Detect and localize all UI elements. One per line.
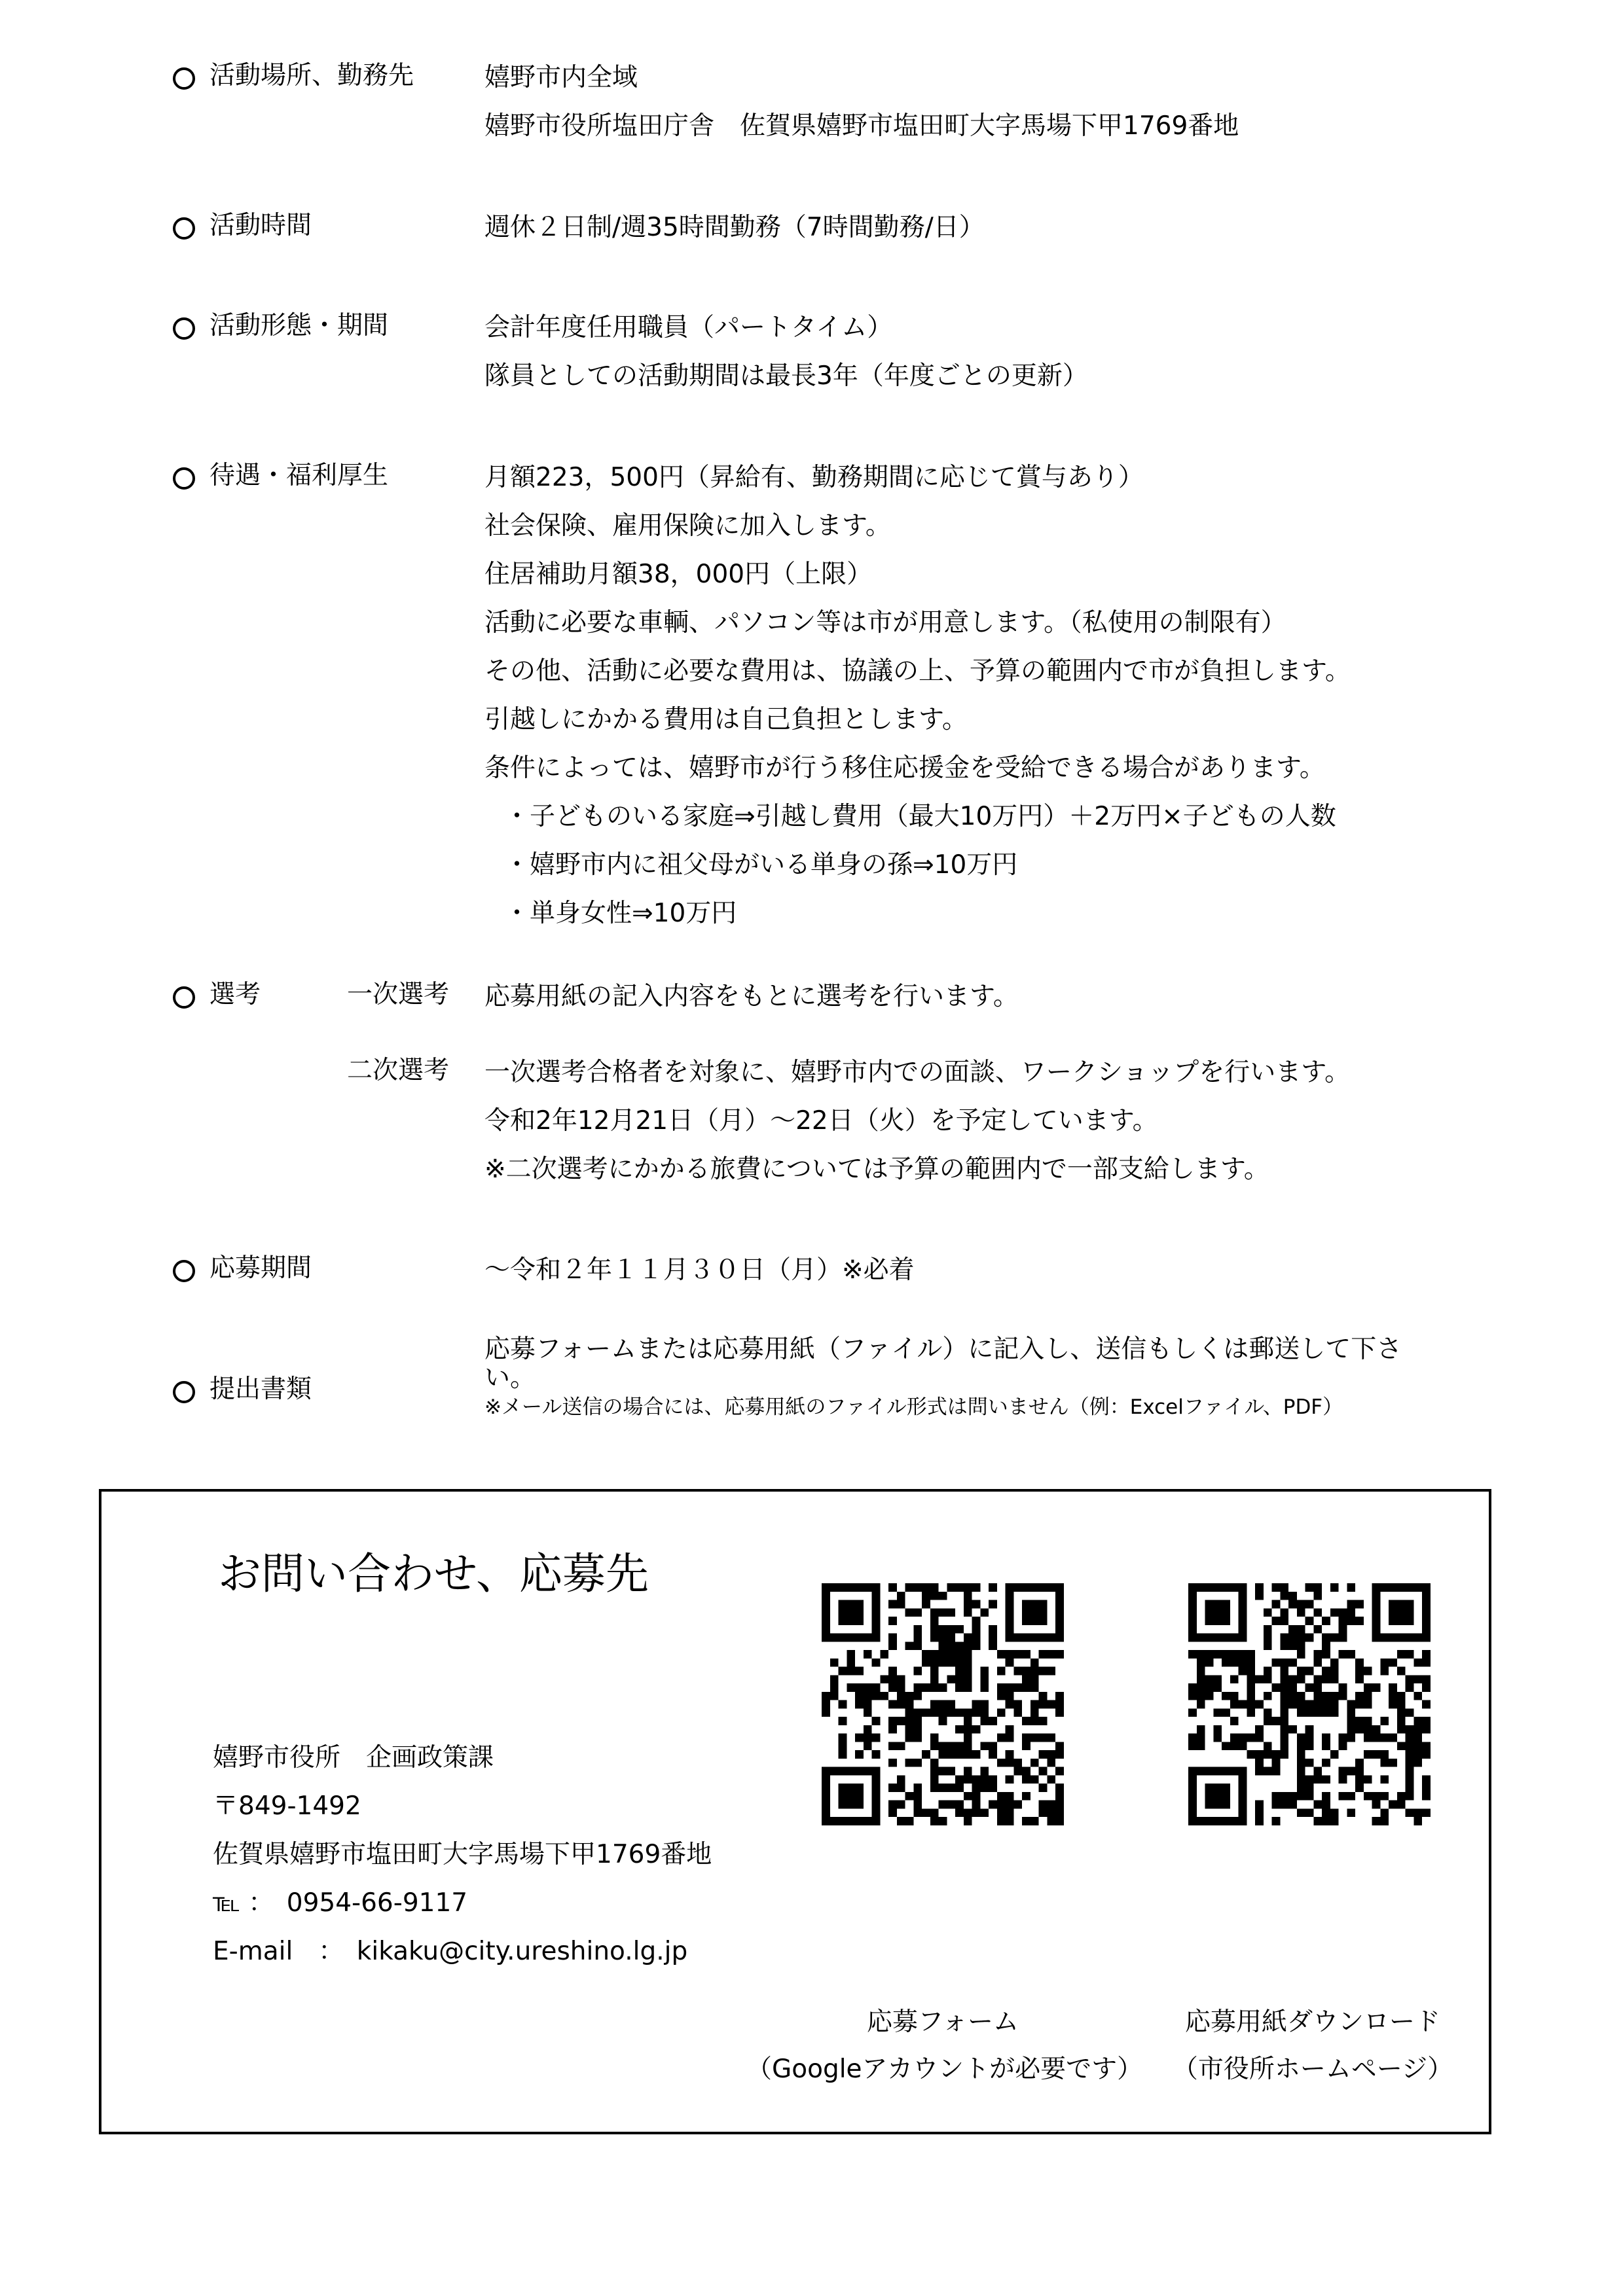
second-selection-line: 令和2年12月21日（月）～22日（火）を予定しています。 bbox=[484, 1106, 1158, 1136]
bullet-circle-icon bbox=[173, 986, 195, 1009]
benefits-line: 住居補助月額38，000円（上限） bbox=[484, 560, 873, 589]
form-line: 隊員としての活動期間は最長3年（年度ごとの更新） bbox=[484, 361, 1088, 391]
qr-caption-form bbox=[746, 1999, 1143, 2093]
bullet-circle-icon bbox=[173, 217, 195, 240]
benefits-sub-line: ・単身女性⇒10万円 bbox=[504, 899, 737, 928]
location-line: 嬉野市内全域 bbox=[484, 63, 638, 92]
documents-content bbox=[484, 1335, 1402, 1422]
documents-line: 応募フォームまたは応募用紙（ファイル）に記入し、送信もしくは郵送して下さ bbox=[484, 1335, 1402, 1364]
benefits-line: 社会保険、雇用保険に加入します。 bbox=[484, 511, 891, 541]
benefits-line: 条件によっては、嬉野市が行う移住応援金を受給できる場合があります。 bbox=[484, 753, 1325, 783]
documents-label: 提出書類 bbox=[210, 1374, 312, 1404]
contact-box bbox=[99, 1489, 1491, 2134]
qr-caption-title: 応募フォーム bbox=[866, 2007, 1019, 2037]
period-content bbox=[484, 1246, 915, 1295]
benefits-line: その他、活動に必要な費用は、協議の上、予算の範囲内で市が負担します。 bbox=[484, 656, 1351, 686]
qr-caption-subtitle: （Googleアカウントが必要です） bbox=[746, 2054, 1143, 2084]
contact-address: 佐賀県嬉野市塩田町大字馬場下甲1769番地 bbox=[213, 1840, 712, 1869]
benefits-sub-line: ・子どものいる家庭⇒引越し費用（最大10万円）＋2万円×子どもの人数 bbox=[504, 802, 1336, 831]
contact-info bbox=[213, 1734, 712, 1976]
selection-label: 選考 bbox=[210, 980, 261, 1009]
benefits-line: 引越しにかかる費用は自己負担とします。 bbox=[484, 705, 968, 734]
benefits-label: 待遇・福利厚生 bbox=[210, 461, 389, 490]
contact-postal: 〒849-1492 bbox=[213, 1791, 361, 1821]
bullet-circle-icon bbox=[173, 467, 195, 490]
documents-note: ※メール送信の場合には、応募用紙のファイル形式は問いません（例：Excelファイル、PDF） bbox=[484, 1395, 1343, 1419]
form-content bbox=[484, 304, 1088, 401]
benefits-line: 活動に必要な車輌、パソコン等は市が用意します。（私使用の制限有） bbox=[484, 608, 1286, 637]
qr-code-icon[interactable] bbox=[1188, 1583, 1431, 1825]
qr-caption-download bbox=[1156, 1999, 1470, 2093]
benefits-content bbox=[484, 454, 1351, 938]
location-content bbox=[484, 54, 1239, 151]
hours-line: 週休２日制/週35時間勤務（7時間勤務/日） bbox=[484, 213, 985, 242]
documents-line: い。 bbox=[484, 1363, 536, 1393]
second-selection-content bbox=[484, 1049, 1350, 1194]
first-selection-line: 応募用紙の記入内容をもとに選考を行います。 bbox=[484, 982, 1019, 1011]
period-label: 応募期間 bbox=[210, 1253, 312, 1283]
bullet-circle-icon bbox=[173, 317, 195, 340]
first-selection-label: 一次選考 bbox=[347, 980, 450, 1009]
second-selection-line: ※二次選考にかかる旅費については予算の範囲内で一部支給します。 bbox=[484, 1155, 1269, 1184]
contact-tel: ℡ ： 0954-66-9117 bbox=[213, 1888, 468, 1918]
hours-content bbox=[484, 204, 985, 252]
qr-caption-title: 応募用紙ダウンロード bbox=[1184, 2007, 1440, 2037]
qr-caption-subtitle: （市役所ホームページ） bbox=[1172, 2054, 1453, 2084]
contact-email[interactable]: E-mail ： kikaku@city.ureshino.lg.jp bbox=[213, 1937, 688, 1966]
bullet-circle-icon bbox=[173, 1260, 195, 1282]
bullet-circle-icon bbox=[173, 67, 195, 90]
form-label: 活動形態・期間 bbox=[210, 311, 389, 340]
period-line: ～令和２年１１月３０日（月）※必着 bbox=[484, 1255, 915, 1285]
contact-title: お問い合わせ、応募先 bbox=[218, 1549, 649, 1599]
contact-office: 嬉野市役所 企画政策課 bbox=[213, 1743, 494, 1772]
benefits-sub-line: ・嬉野市内に祖父母がいる単身の孫⇒10万円 bbox=[504, 850, 1018, 880]
location-line: 嬉野市役所塩田庁舎 佐賀県嬉野市塩田町大字馬場下甲1769番地 bbox=[484, 111, 1239, 141]
bullet-circle-icon bbox=[173, 1381, 195, 1403]
location-label: 活動場所、勤務先 bbox=[210, 61, 414, 90]
second-selection-line: 一次選考合格者を対象に、嬉野市内での面談、ワークショップを行います。 bbox=[484, 1058, 1351, 1087]
form-line: 会計年度任用職員（パートタイム） bbox=[484, 313, 893, 342]
qr-code-icon[interactable] bbox=[822, 1583, 1064, 1825]
second-selection-label: 二次選考 bbox=[347, 1056, 450, 1085]
hours-label: 活動時間 bbox=[210, 211, 312, 240]
first-selection-content bbox=[484, 973, 1019, 1021]
benefits-line: 月額223，500円（昇給有、勤務期間に応じて賞与あり） bbox=[484, 463, 1144, 492]
